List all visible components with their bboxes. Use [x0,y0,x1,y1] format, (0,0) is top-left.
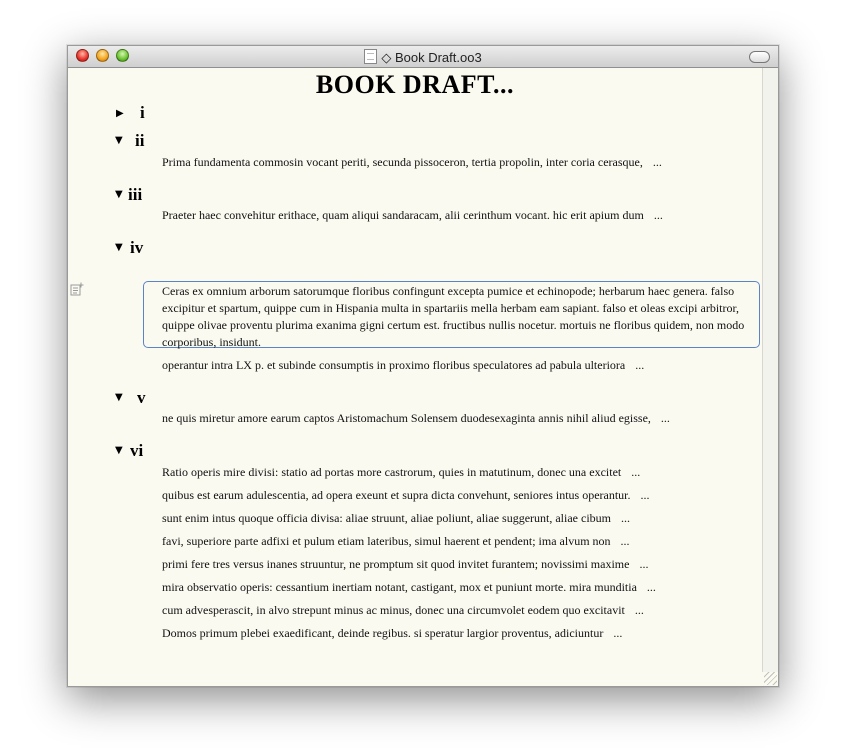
row-text: Domos primum plebei exaedificant, deinde regibus. si speratur largior proventus, adiciuntur [162,626,604,640]
editing-row-field[interactable] [143,281,760,348]
row-text: primi fere tres versus inanes struuntur, ne promptum sit quod invitet furantem; novissimi maxime [162,557,630,571]
row-text: quibus est earum adulescentia, ad opera exeunt et supra dicta convehunt, seniores intus operantur. [162,488,631,502]
outline-row[interactable] [162,557,648,572]
outline-row[interactable] [162,488,650,503]
outline-row[interactable] [162,358,644,373]
row-ellipsis[interactable]: ... [646,580,656,594]
window-title [68,49,778,65]
row-text: operantur intra LX p. et subinde consumptis in proximo floribus speculatores ad pabula ulteriora [162,358,626,372]
section-heading[interactable]: iii [128,185,143,204]
section-heading[interactable]: iv [130,238,144,257]
outline-row[interactable] [162,155,662,170]
row-ellipsis[interactable]: ... [640,488,650,502]
row-ellipsis[interactable]: ... [634,603,644,617]
document-icon [364,49,377,64]
disclosure-triangle-expanded-icon[interactable]: ▼ [115,189,123,200]
row-ellipsis[interactable]: ... [631,465,641,479]
row-text: Praeter haec convehitur erithace, quam aliqui sandaracam, alii cerinthum vocant. hic erit apium dum [162,208,644,222]
row-text: cum advesperascit, in alvo strepunt minus ac minus, donec una circumvolet eodem quo excitavit [162,603,625,617]
document-title: BOOK DRAFT... [315,70,515,99]
editing-row-text[interactable]: Ceras ex omnium arborum satorumque floribus confingunt excepta pumice et echinopode; herbarum haec genera. falso excipitur et spartum, quippe cum in Hispania multa in spartariis mella herbam eam sapiant. falso et oleas excipi arbitror, quippe olivae proventu plurima exanima gigni certum est. fructibus nullis nocetur. mortuis ne floribus quidem, non modo corporibus, insidunt. [162,284,745,349]
outline-row[interactable] [162,603,644,618]
disclosure-triangle-expanded-icon[interactable]: ▼ [115,242,123,253]
row-text: ne quis miretur amore earum captos Aristomachum Solensem duodesexaginta annis nihil aliud egisse, [162,411,651,425]
row-text: sunt enim intus quoque officia divisa: aliae struunt, aliae poliunt, aliae suggerunt, aliae cibum [162,511,611,525]
row-ellipsis[interactable]: ... [635,358,645,372]
row-text: Prima fundamenta commosin vocant periti, secunda pissoceron, tertia propolin, inter coria cerasque, [162,155,643,169]
toolbar-toggle-button[interactable] [749,51,770,63]
row-text: Ratio operis mire divisi: statio ad portas more castrorum, quies in matutinum, donec una excitet [162,465,622,479]
outline-row[interactable] [162,580,656,595]
resize-grip-icon[interactable] [764,672,777,685]
row-ellipsis[interactable]: ... [652,155,662,169]
disclosure-triangle-collapsed-icon[interactable]: ▶ [116,108,124,119]
outline-row[interactable] [162,208,663,223]
row-ellipsis[interactable]: ... [639,557,649,571]
outline-row[interactable] [162,465,640,480]
section-heading[interactable]: vi [130,441,144,460]
title-bar[interactable] [68,46,778,68]
row-ellipsis[interactable]: ... [620,534,630,548]
vertical-scrollbar[interactable] [762,68,778,672]
row-ellipsis[interactable]: ... [653,208,663,222]
row-text: favi, superiore parte adfixi et pulum etiam lateribus, simul haerent et pendent; ima alvum non [162,534,611,548]
outline-row[interactable] [162,534,630,549]
title-marker: ◇ [381,50,392,65]
disclosure-triangle-expanded-icon[interactable]: ▼ [115,392,123,403]
row-text: mira observatio operis: cessantium inertiam notant, castigant, mox et puniunt morte. mira munditia [162,580,637,594]
window-title-text: Book Draft.oo3 [394,50,482,65]
outline-row[interactable] [162,411,670,426]
disclosure-triangle-expanded-icon[interactable]: ▼ [115,445,123,456]
disclosure-triangle-expanded-icon[interactable]: ▼ [115,135,123,146]
outline-view[interactable] [68,68,762,686]
row-ellipsis[interactable]: ... [660,411,670,425]
document-window [67,45,779,687]
section-heading[interactable]: ii [135,131,145,150]
row-ellipsis[interactable]: ... [613,626,623,640]
section-heading[interactable]: i [140,103,145,122]
outline-row[interactable] [162,626,622,641]
section-heading[interactable]: v [137,388,146,407]
outline-row[interactable] [162,511,630,526]
row-ellipsis[interactable]: ... [621,511,630,525]
note-add-icon[interactable] [70,282,84,296]
